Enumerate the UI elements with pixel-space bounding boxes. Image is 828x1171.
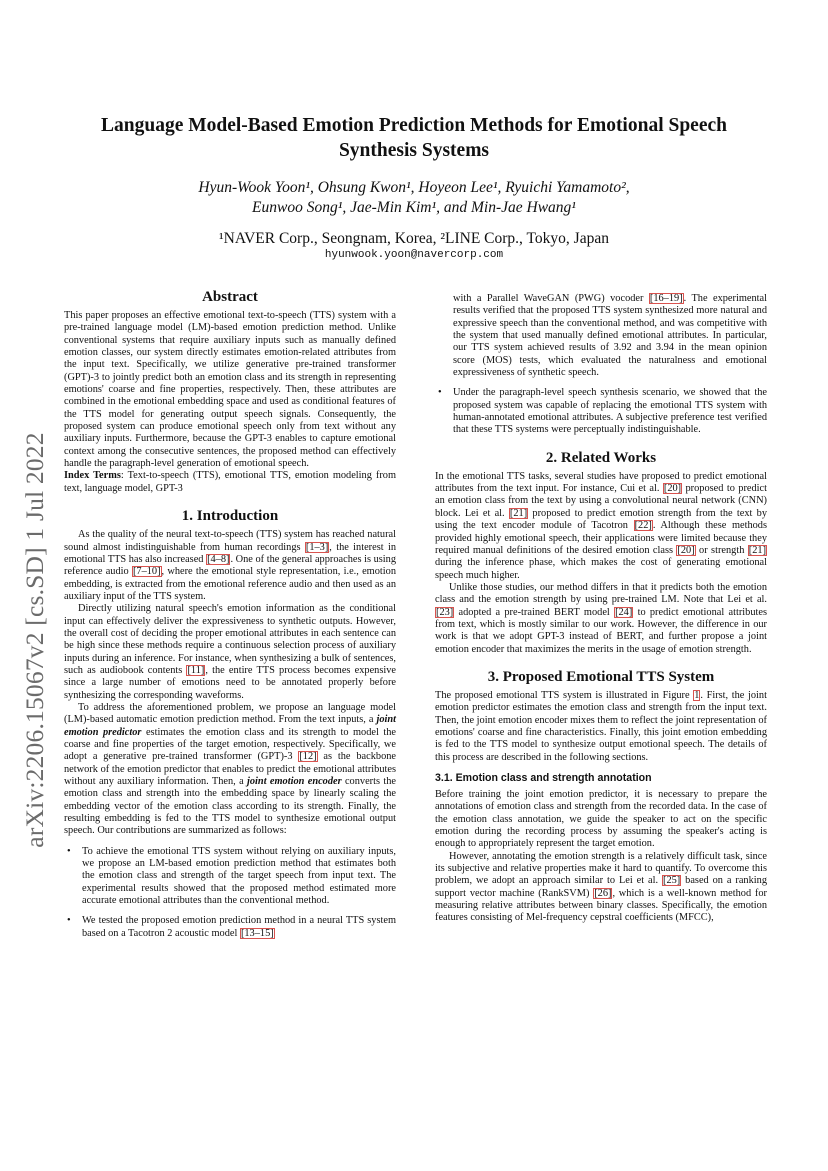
intro-paragraph-2 — [64, 603, 396, 702]
text-span: estimates the emotion class and its strength to model the coarse and fine properties of the target emotion, respectively. Specifically, we adopt a generative pre-trained transformer (GPT)-3 — [64, 726, 396, 763]
text-span: . The experimental results verified that the proposed TTS system synthesized more natural and expressive speech than the conventional method, and was competitive with the system that used manually defined emotional attributes. In particular, our TTS system achieved results of 3.92 and 3.94 in the mean opinion score (MOS) tests, which evaluated the naturalness and emotional expressiveness of synthetic speech. — [453, 293, 767, 379]
title-line-1: Language Model-Based Emotion Prediction Methods for Emotional Speech — [101, 115, 727, 136]
citation-link[interactable]: [4–8] — [207, 553, 230, 565]
contact-email[interactable]: hyunwook.yoon@navercorp.com — [324, 249, 504, 261]
related-paragraph-2 — [435, 582, 767, 656]
text-span: with a Parallel WaveGAN (PWG) vocoder — [453, 293, 649, 304]
abstract-text: This paper proposes an effective emotional text-to-speech (TTS) system with a pre-trained language model (LM)-based emotion prediction method. Unlike conventional systems that require auxiliary inputs such as manually defined emotion classes, our system directly estimates emotion-related attributes from the input text. Specifically, we utilize generative pre-trained transformer (GPT)-3 to jointly predict both an emotion class and its strength in representing emotions' coarse and fine properties, respectively. Then, these attributes are combined in the emotional embedding space and used as conditional features of the TTS model for generating output speech signals. Consequently, the proposed system can produce emotional speech only from text without any auxiliary inputs. Furthermore, because the GPT-3 enables to capture emotional context among the consecutive sentences, the proposed method can effectively handle the paragraph-level generation of emotional speech. — [64, 310, 396, 470]
contributions-list — [64, 846, 396, 940]
text-span: based on a ranking support vector machine (RankSVM) — [435, 875, 767, 899]
citation-link[interactable]: [13–15] — [240, 927, 274, 939]
emphasis-joint-emotion-predictor: joint emotion predictor — [64, 714, 396, 738]
citation-link[interactable]: [25] — [663, 875, 681, 887]
authors-line-1: Hyun-Wook Yoon¹, Ohsung Kwon¹, Hoyeon Lee¹, Ryuichi Yamamoto², — [198, 179, 630, 196]
contribution-item-1 — [67, 845, 396, 908]
contribution-item-3 — [438, 387, 767, 436]
subsection-heading: 3.1. Emotion class and strength annotation — [435, 772, 652, 784]
index-terms-text: : Text-to-speech (TTS), emotional TTS, emotion modeling from text, language model, GPT-3 — [64, 470, 396, 494]
citation-link[interactable]: [16–19] — [649, 293, 683, 304]
text-span: proposed to predict emotion strength from the text by using the text encoder module of Tacotron — [435, 507, 767, 532]
proposed-paragraph-1 — [435, 690, 767, 764]
text-span: However, annotating the emotion strength is a relatively difficult task, since its subjective and relative properties make it hard to quantify. To overcome this problem, we adopt an approach similar to Lei et al. — [435, 850, 767, 887]
text-span: converts the emotion class and strength into the embedding space by linearly scaling the embedding vector of the emotion class according to its strength. Finally, the resulting embedding is fed to the TTS model to synthesize emotional output speech. Our contributions are summarized as follows: — [64, 776, 396, 837]
intro-paragraph-3 — [64, 702, 396, 838]
text-span: as the backbone network of the emotion predictor that enables to predict the emotional attributes without any auxiliary information. Then, a — [64, 751, 396, 788]
title-line-2: Synthesis Systems — [338, 140, 490, 161]
contribution-item-2 — [67, 915, 396, 940]
related-paragraph-1 — [435, 471, 767, 582]
intro-heading: 1. Introduction — [181, 508, 279, 525]
proposed-paragraph-3 — [435, 851, 767, 925]
authors-line-2: Eunwoo Song¹, Jae-Min Kim¹, and Min-Jae Hwang¹ — [252, 199, 576, 216]
affiliation: ¹NAVER Corp., Seongnam, Korea, ²LINE Corp., Tokyo, Japan — [219, 230, 609, 247]
text-span: As the quality of the neural text-to-speech (TTS) system has reached natural sound almost indistinguishable from human recordings — [64, 529, 396, 553]
citation-link[interactable]: [26] — [594, 887, 612, 899]
text-span: Unlike those studies, our method differs in that it predicts both the emotion class and the emotion strength by using pre-trained LM. Note that Lei et al. — [435, 581, 767, 606]
text-span: To achieve the emotional TTS system without relying on auxiliary inputs, we propose an LM-based emotion prediction method that estimates both the emotion class and strength of the target speech from input text. The experimental results showed that the proposed method estimated more accurate emotional attributes than the conventional method. — [82, 845, 396, 907]
intro-paragraph-1 — [64, 529, 396, 603]
index-terms — [64, 470, 396, 495]
citation-link[interactable]: [12] — [299, 751, 317, 763]
text-span: , the entire TTS process becomes expensive since a large number of emotions need to be annotated properly before synthesizing the corresponding waveforms. — [64, 664, 396, 701]
proposed-paragraph-2: Before training the joint emotion predictor, it is necessary to prepare the annotations of emotion class and strength from the recorded data. In the case of the emotion class annotation, we guide the speaker to act on the specific emotion during the recording process by assuming the speaker's acting is enough to appropriately represent the target emotion. — [435, 789, 767, 850]
citation-link[interactable]: [21] — [748, 544, 767, 556]
proposed-system-heading: 3. Proposed Emotional TTS System — [487, 668, 715, 685]
text-span: In the emotional TTS tasks, several studies have proposed to predict emotional attributes from the text input. For instance, Cui et al. — [435, 470, 767, 495]
index-terms-label: Index Terms — [64, 470, 121, 482]
text-span: . Although these methods provided highly emotional speech, their applications were limited because they required manual definitions of the desired emotion class — [435, 520, 768, 556]
text-span: during the inference phase, which makes the cost of generating emotional speech much higher. — [435, 557, 767, 581]
citation-link[interactable]: [21] — [509, 507, 528, 519]
citation-link[interactable]: [7–10] — [132, 566, 161, 578]
figure-link[interactable]: 1 — [694, 689, 700, 701]
text-span: To address the aforementioned problem, we propose an language model (LM)-based automatic emotion prediction method. From the text inputs, a — [64, 701, 396, 726]
text-span: , the interest in emotional TTS has also increased — [64, 541, 396, 565]
text-span: . One of the general approaches is using reference audio — [64, 553, 396, 578]
contribution-item-2-continued — [453, 293, 767, 379]
emphasis-joint-emotion-encoder: joint emotion encoder — [247, 776, 342, 788]
citation-link[interactable]: [20] — [663, 483, 682, 495]
author-list — [110, 178, 718, 218]
abstract-heading: Abstract — [202, 289, 258, 305]
text-span: We tested the proposed emotion prediction method in a neural TTS system based on a Tacotron 2 acoustic model — [82, 915, 396, 939]
citation-link[interactable]: [22] — [634, 520, 652, 532]
right-column — [435, 293, 767, 925]
text-span: , where the emotional style representation, i.e., emotion embedding, is extracted from the emotional reference audio and then used as an auxiliary input of the TTS system. — [64, 566, 396, 602]
contributions-list-continued — [435, 293, 767, 437]
related-works-heading: 2. Related Works — [545, 449, 657, 466]
bullet-icon: • — [438, 387, 442, 399]
text-span: or strength — [695, 544, 748, 556]
text-span: . First, the joint emotion predictor estimates the emotion class and strength from the input text. Then, the joint emotion encoder mixes them to reflect the joint representation of emotions' coarse and fine characteristics. Finally, this joint emotion embedding is fed to the TTS model to synthesize output emotional speech. The details of this process are described in the following sections. — [435, 689, 767, 763]
citation-link[interactable]: [24] — [615, 606, 633, 618]
text-span: to predict emotional attributes from text, which is mostly similar to our work. However, the difference in our work is that we adopt GPT-3 instead of BERT, and further propose a joint emotion encoder that maximizes the merits in the usage of emotion strength. — [435, 606, 768, 655]
text-span: proposed to predict an emotion class from the text by using a convolutional neural network (CNN) block. Lei et al. — [435, 483, 767, 519]
paper-title — [70, 113, 758, 163]
bullet-icon: • — [67, 845, 71, 857]
arxiv-stamp-text: arXiv:2206.15067v2 [cs.SD] 1 Jul 2022 — [20, 432, 49, 848]
left-column — [64, 288, 396, 940]
citation-link[interactable]: [11] — [187, 664, 205, 676]
text-span: Under the paragraph-level speech synthesis scenario, we showed that the proposed system was capable of replacing the emotional TTS system with human-annotated emotional attributes. A subjective preference test verified that these TTS systems were perceptually indistinguishable. — [453, 387, 767, 436]
text-span: adopted a pre-trained BERT model — [454, 606, 615, 618]
text-span: The proposed emotional TTS system is illustrated in Figure — [435, 689, 694, 701]
text-span: Directly utilizing natural speech's emotion information as the conditional input can effectively deliver the expressiveness to synthetic outputs. However, the overall cost of deciding the proper emotional attributes in each sentence can be high since these methods require a continuous selection process of auxiliary inputs during an inference. For instance, when synthesizing a bulk of sentences, such as audiobook contents — [64, 603, 396, 676]
citation-link[interactable]: [20] — [677, 544, 695, 556]
bullet-icon: • — [67, 915, 71, 927]
citation-link[interactable]: [1–3] — [305, 541, 329, 553]
arxiv-stamp — [5, 380, 65, 900]
text-span: , which is a well-known method for measuring relative attributes between binary classes. Specifically, the emotion features consisting of Mel-frequency cepstral coefficients (MFCC), — [435, 887, 767, 924]
citation-link[interactable]: [23] — [436, 606, 454, 618]
